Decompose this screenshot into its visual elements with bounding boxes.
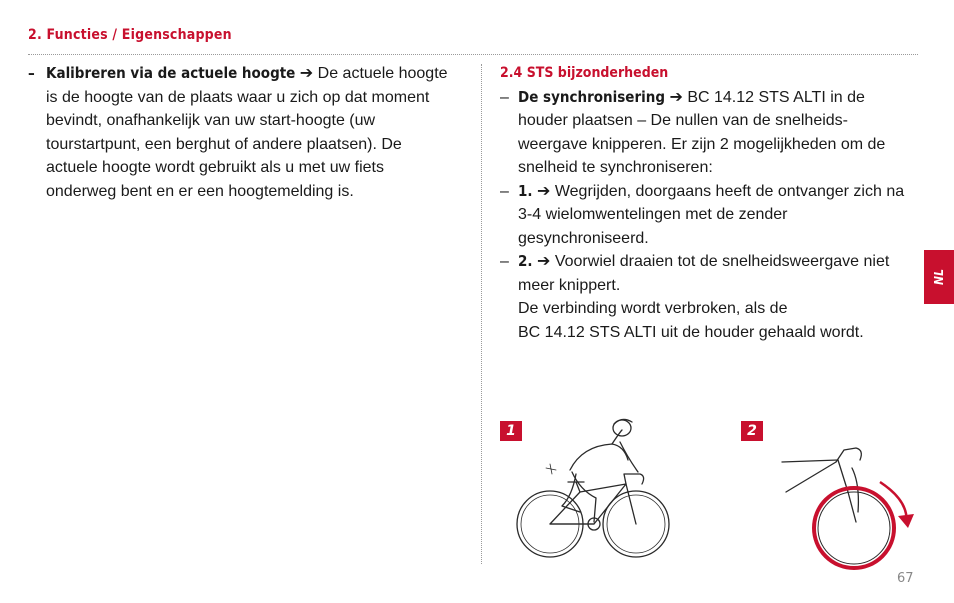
item-text: De actuele hoogte is de hoogte van de plaats waar u zich op dat moment bevindt, onafhankelijk van uw start-hoogte (uw tourstartpunt, een berghut of andere plaatsen). De actuele hoogte wordt gebruikt als u met uw fiets onderweg bent en er een hoogtemelding is. [46,65,448,200]
right-column [500,62,910,344]
arrow-icon: ➔ [669,88,683,106]
item-term: 1. [518,181,533,200]
bullet-dash: – [500,182,509,200]
list-item-sync [500,86,910,180]
front-wheel-illustration [776,432,921,572]
figure-badge-1: 1 [500,421,522,441]
cyclist-illustration [510,412,675,572]
note-line-1: De verbinding wordt verbroken, als de [518,300,788,317]
item-term: Kalibreren via de actuele hoogte [46,64,296,82]
section-title: 2. Functies / Eigenschappen [28,27,232,43]
subheading: 2.4 STS bijzonderheden [500,65,669,81]
item-text: BC 14.12 STS ALTI in de houder plaatsen – De nullen van de snelheids-weergave knipperen. Er zijn 2 mogelijkheden om de snelheid te synchroniseren: [518,88,886,176]
bullet-dash: – [500,88,509,106]
note-line-2: BC 14.12 STS ALTI uit de houder gehaald wordt. [518,323,864,341]
dotted-divider-horizontal [28,54,918,55]
list-item-calibration [28,62,448,203]
bullet-dash: – [500,253,509,270]
item-text: Wegrijden, doorgaans heeft de ontvanger zich na 3-4 wielomwentelingen met de zender gesynchroniseerd. [518,182,905,247]
language-tab-label: NL [932,269,946,285]
list-item-option-2 [500,250,910,344]
page-number: 67 [897,571,914,586]
item-term: De synchronisering [518,87,666,106]
arrow-icon: ➔ [536,253,551,270]
dotted-divider-vertical [481,64,482,564]
left-column [28,62,448,203]
arrow-icon: ➔ [536,182,551,200]
bullet-dash: – [28,64,35,82]
item-term: 2. [518,252,533,270]
arrow-icon: ➔ [299,65,314,82]
figure-badge-2: 2 [741,421,763,441]
item-text: Voorwiel draaien tot de snelheidsweergave niet meer knippert. [518,253,890,294]
list-item-option-1 [500,180,910,251]
language-tab [924,250,954,304]
